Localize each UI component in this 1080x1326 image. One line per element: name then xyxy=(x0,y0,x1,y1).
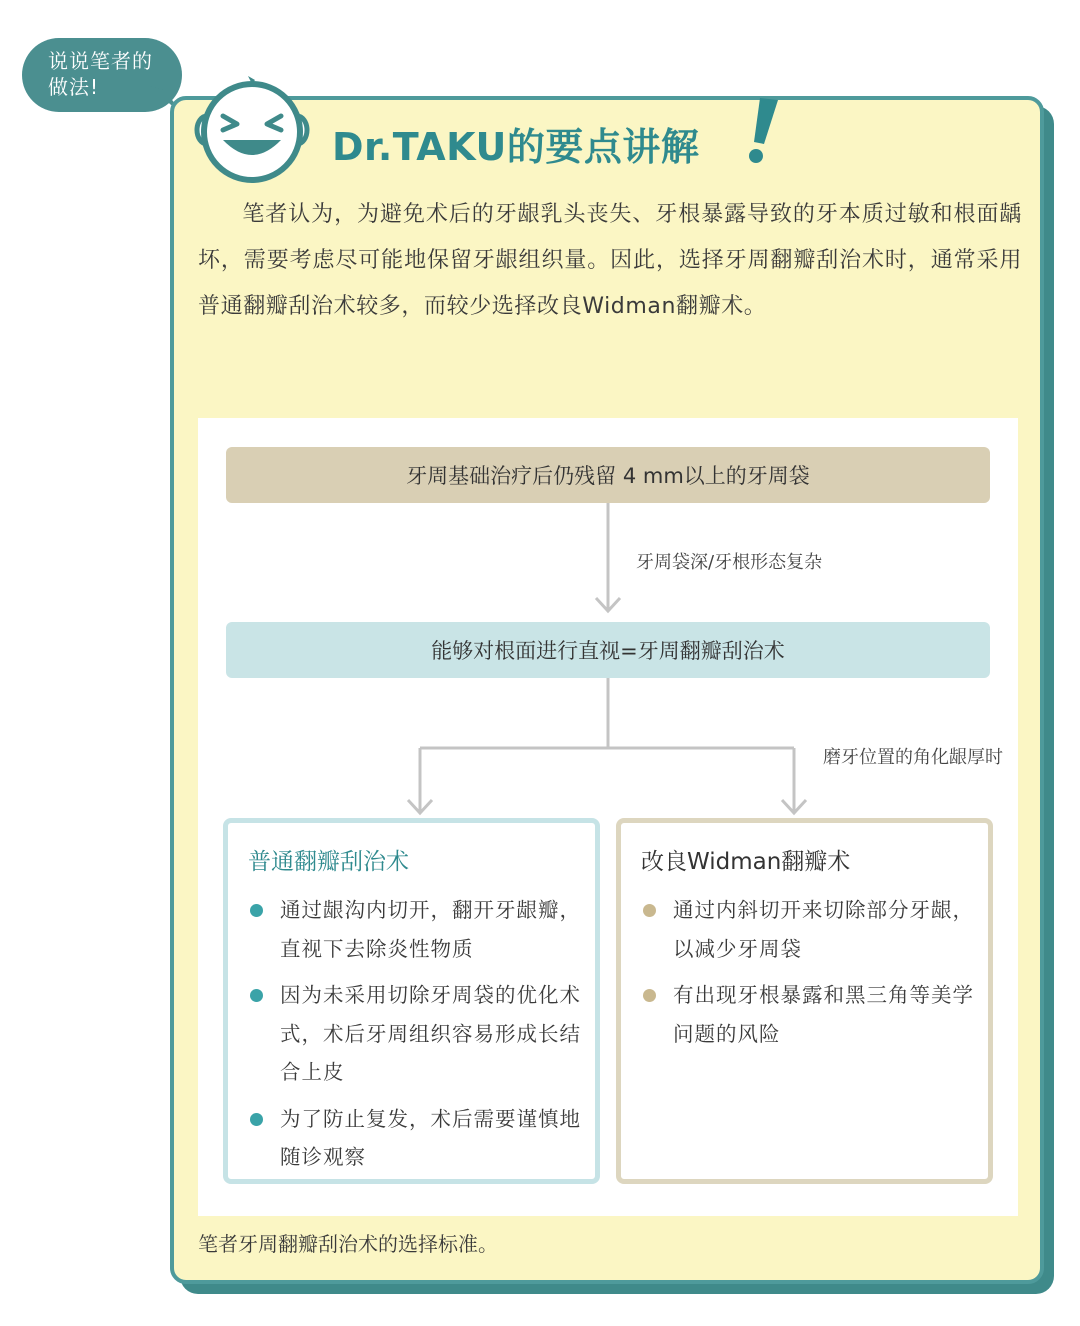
intro-text: 笔者认为，为避免术后的牙龈乳头丧失、牙根暴露导致的牙本质过敏和根面龋坏，需要考虑尽可能地保留牙龈组织量。因此，选择牙周翻瓣刮治术时，通常采用普通翻瓣刮治术较多，而较少选择改良Widman翻瓣术。 xyxy=(198,202,1022,319)
bullet-dot-icon xyxy=(250,904,263,917)
bullet-text: 为了防止复发，术后需要谨慎地随诊观察 xyxy=(280,1106,581,1169)
bullet-text: 通过内斜切开来切除部分牙龈，以减少牙周袋 xyxy=(673,898,974,961)
flow-middle-box xyxy=(226,622,990,678)
flow-start-text: 牙周基础治疗后仍残留 4 mm以上的牙周袋 xyxy=(406,464,810,488)
bullet-item xyxy=(641,976,981,1053)
bullet-dot-icon xyxy=(643,989,656,1002)
bullet-item xyxy=(641,891,981,968)
bullet-item xyxy=(248,891,588,968)
option-card-standard-flap xyxy=(223,818,600,1184)
option-bullets-modified-widman xyxy=(641,891,981,1061)
bullet-text: 通过龈沟内切开，翻开牙龈瓣，直视下去除炎性物质 xyxy=(280,898,581,961)
figure-caption: 笔者牙周翻瓣刮治术的选择标准。 xyxy=(198,1232,498,1256)
flow-start-box xyxy=(226,447,990,503)
option-card-modified-widman xyxy=(616,818,993,1184)
bullet-item xyxy=(248,1100,588,1177)
bullet-item xyxy=(248,976,588,1092)
bubble-line-1: 说说笔者的 xyxy=(48,49,153,73)
flow-middle-text: 能够对根面进行直视=牙周翻瓣刮治术 xyxy=(431,639,785,663)
option-title-standard-flap: 普通翻瓣刮治术 xyxy=(248,849,409,875)
option-bullets-standard-flap xyxy=(248,891,588,1185)
page-title: Dr.TAKU的要点讲解 xyxy=(332,125,700,169)
bubble-line-2: 做法! xyxy=(48,75,100,99)
option-title-modified-widman: 改良Widman翻瓣术 xyxy=(641,849,851,875)
condition-a-label: 牙周袋深/牙根形态复杂 xyxy=(636,552,823,573)
bullet-dot-icon xyxy=(250,989,263,1002)
bullet-text: 有出现牙根暴露和黑三角等美学问题的风险 xyxy=(673,983,974,1046)
condition-b-label: 磨牙位置的角化龈厚时 xyxy=(823,747,1003,768)
bullet-text: 因为未采用切除牙周袋的优化术式，术后牙周组织容易形成长结合上皮 xyxy=(280,983,581,1084)
bullet-dot-icon xyxy=(643,904,656,917)
bullet-dot-icon xyxy=(250,1113,263,1126)
